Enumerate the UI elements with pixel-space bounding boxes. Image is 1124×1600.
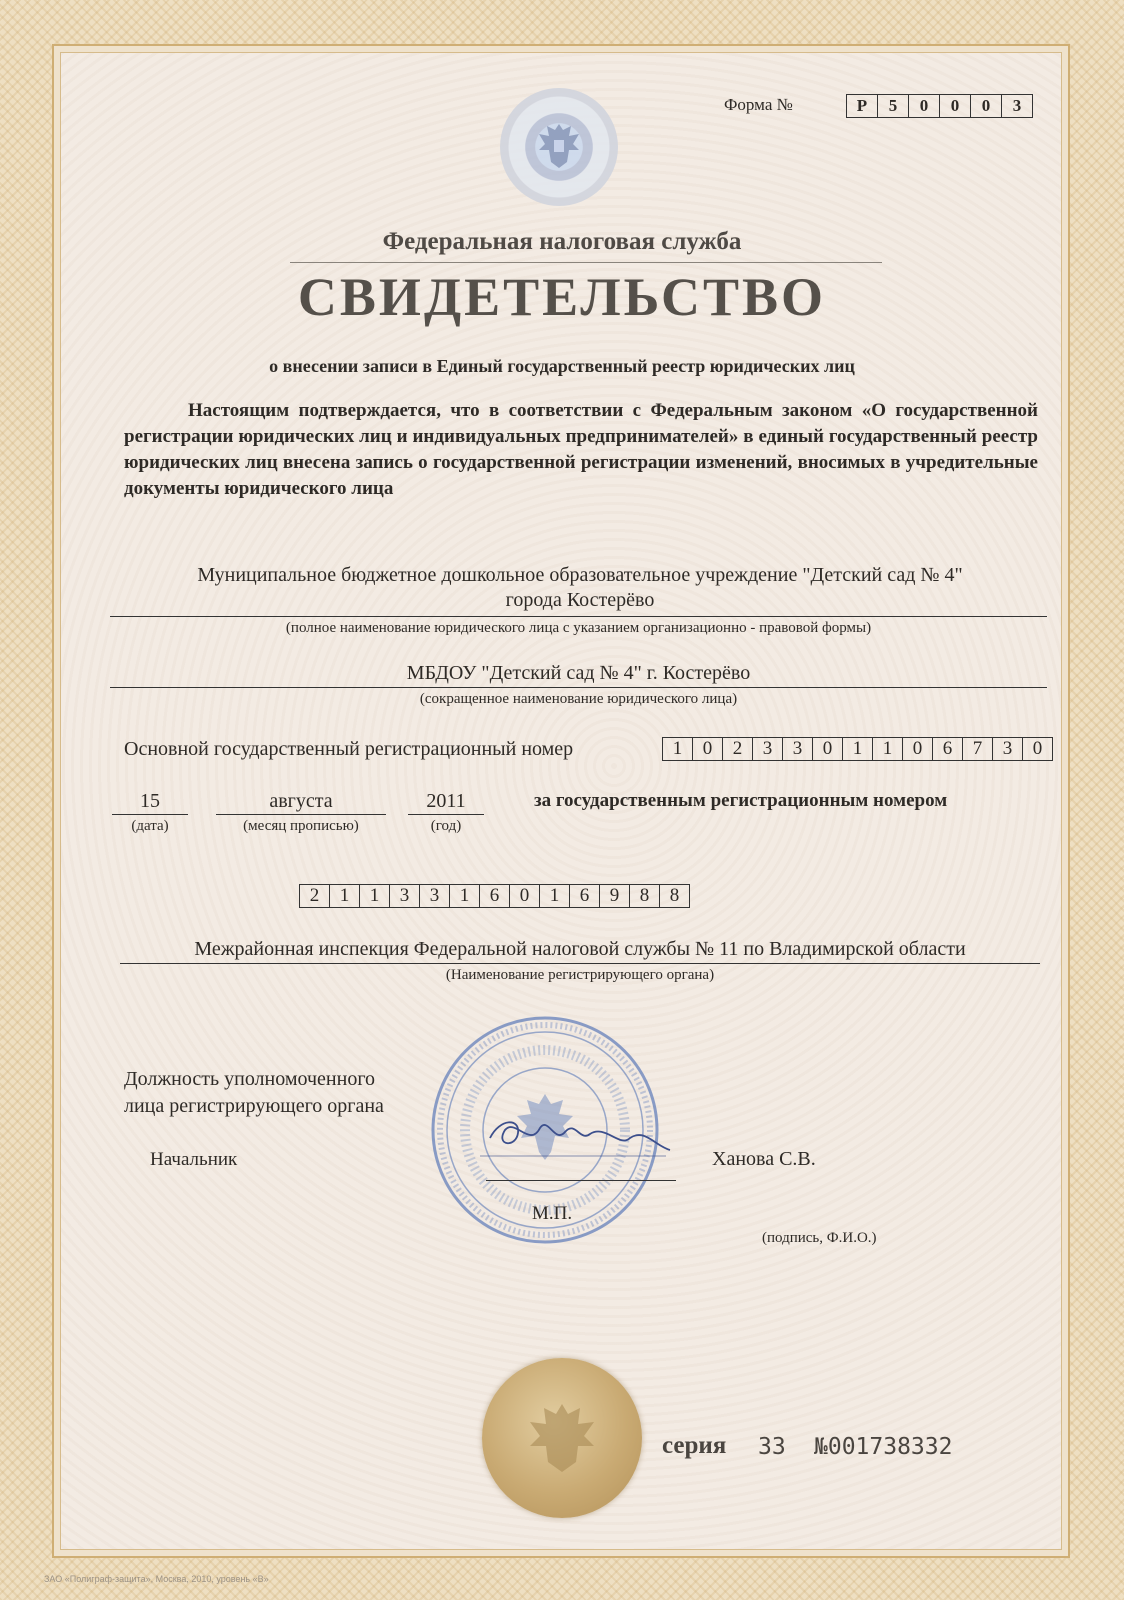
grn-digit: 8 [660,885,690,907]
series-number: №001738332 [814,1434,953,1460]
statement-paragraph: Настоящим подтверждается, что в соответствии с Федеральным законом «О государственной регистрации юридических лиц и индивидуальных предпринимателей» в единый государственный реестр юридических лиц внесена запись о государственной регистрации изменений, вносимых в учредительные документы юридического лица [124,400,1038,499]
grn-digit: 3 [390,885,420,907]
position-label-line2: лица регистрирующего органа [124,1095,384,1117]
grn-digit: 1 [540,885,570,907]
signatory-position: Начальник [150,1149,238,1170]
date-day-rule [112,814,188,815]
printer-imprint: ЗАО «Полиграф-защита», Москва, 2010, уровень «В» [44,1574,269,1584]
date-month: августа [269,790,333,812]
signatory-name: Ханова С.В. [712,1148,816,1170]
grn-digit: 8 [630,885,660,907]
series-code: 33 [758,1434,786,1460]
ogrn-digit: 1 [663,738,693,760]
ogrn-digit: 2 [723,738,753,760]
subtitle: о внесении записи в Единый государственный реестр юридических лиц [269,356,855,376]
grn-digit: 1 [450,885,480,907]
grn-boxes [299,884,690,908]
date-year-hint: (год) [430,818,462,834]
ogrn-digit: 1 [873,738,903,760]
date-day-hint: (дата) [131,818,169,834]
authority-rule [120,963,1040,964]
service-name: Федеральная налоговая служба [382,228,742,255]
date-month-rule [216,814,386,815]
ogrn-label: Основной государственный регистрационный номер [124,738,574,760]
grn-digit: 6 [480,885,510,907]
double-eagle-icon [533,118,585,174]
form-code-digit: 0 [971,95,1002,117]
entity-full-name-line1: Муниципальное бюджетное дошкольное образовательное учреждение "Детский сад № 4" [197,564,963,586]
grn-digit: 3 [420,885,450,907]
position-label-line1: Должность уполномоченного [124,1068,376,1090]
authority-hint: (Наименование регистрирующего органа) [445,967,715,983]
form-code-digit: 0 [940,95,971,117]
short-name-hint: (сокращенное наименование юридического лица) [419,691,738,707]
page-title: СВИДЕТЕЛЬСТВО [297,267,827,327]
ogrn-digit: 3 [753,738,783,760]
double-eagle-icon [520,1396,604,1480]
date-year: 2011 [426,790,466,812]
date-year-rule [408,814,484,815]
title-rule [290,262,882,263]
entity-full-name-line2: города Костерёво [505,589,655,611]
grn-digit: 6 [570,885,600,907]
entity-short-name: МБДОУ "Детский сад № 4" г. Костерёво [406,662,751,684]
ogrn-digit: 0 [693,738,723,760]
grn-digit: 0 [510,885,540,907]
ogrn-digit: 7 [963,738,993,760]
mp-label: М.П. [532,1203,573,1224]
grn-digit: 9 [600,885,630,907]
form-code-boxes [846,94,1033,118]
ogrn-digit: 1 [843,738,873,760]
form-label: Форма № [724,95,793,114]
ogrn-digit: 0 [1023,738,1053,760]
grn-digit: 1 [360,885,390,907]
grn-digit: 2 [300,885,330,907]
full-name-hint: (полное наименование юридического лица с указанием организационно - правовой формы) [285,620,872,636]
grn-digit: 1 [330,885,360,907]
ogrn-digit: 0 [813,738,843,760]
signature-hint: (подпись, Ф.И.О.) [762,1230,877,1246]
date-day: 15 [140,790,160,812]
form-code-digit: Р [847,95,878,117]
form-code-digit: 5 [878,95,909,117]
full-name-rule [110,616,1047,617]
grn-label: за государственным регистрационным номером [534,790,948,811]
ogrn-digit: 3 [993,738,1023,760]
signature-rule [486,1180,676,1181]
ogrn-digit: 3 [783,738,813,760]
form-code-digit: 3 [1002,95,1033,117]
authority-name: Межрайонная инспекция Федеральной налоговой службы № 11 по Владимирской области [194,938,966,960]
signature-scribble [470,1108,680,1178]
ogrn-boxes [662,737,1053,761]
short-name-rule [110,687,1047,688]
series-label: серия [662,1432,727,1459]
ogrn-digit: 6 [933,738,963,760]
ogrn-digit: 0 [903,738,933,760]
date-month-hint: (месяц прописью) [243,818,359,834]
form-code-digit: 0 [909,95,940,117]
